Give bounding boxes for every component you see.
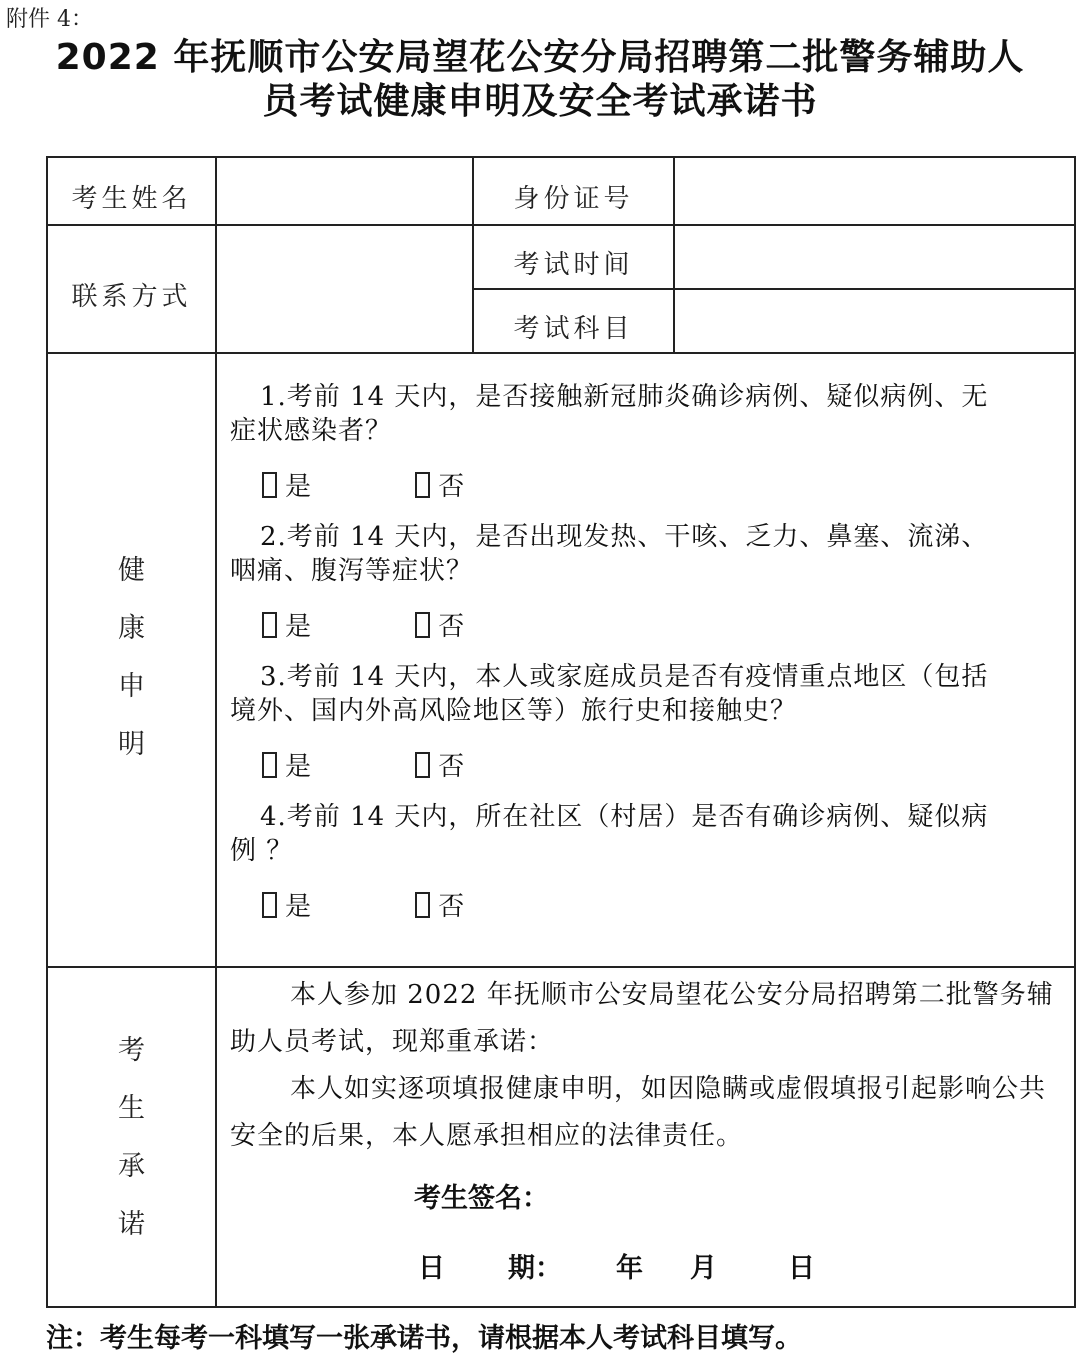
pledge-section-label <box>48 1018 215 1258</box>
id-number-label: 身份证号 <box>513 183 634 214</box>
checkbox[interactable] <box>262 472 277 498</box>
health-label-char: 申 <box>118 671 145 702</box>
exam-time-input-cell[interactable] <box>675 226 1074 288</box>
pledge-label-char: 诺 <box>118 1209 145 1240</box>
checkbox[interactable] <box>415 612 430 638</box>
exam-subject-label: 考试科目 <box>513 313 634 344</box>
no-option[interactable]: 否 <box>415 886 464 923</box>
checkbox[interactable] <box>415 752 430 778</box>
yes-option[interactable]: 是 <box>262 746 311 783</box>
month-label: 月 <box>690 1253 717 1284</box>
checkbox[interactable] <box>415 892 430 918</box>
name-label: 考生姓名 <box>71 183 192 214</box>
health-question-4: 4.考前 14 天内，所在社区（村居）是否有确诊病例、疑似病 例 ？ <box>230 802 989 866</box>
day-label: 日 <box>788 1253 815 1284</box>
pledge-text <box>230 972 1070 1160</box>
health-label-char: 明 <box>118 729 145 760</box>
yes-option[interactable]: 是 <box>262 606 311 643</box>
yes-option[interactable]: 是 <box>262 886 311 923</box>
health-label-char: 健 <box>118 555 145 586</box>
pledge-paragraph-1: 本人参加 2022 年抚顺市公安局望花公安分局招聘第二批警务辅助人员考试，现郑重承诺： <box>230 980 1054 1057</box>
no-option[interactable]: 否 <box>415 606 464 643</box>
no-option[interactable]: 否 <box>415 746 464 783</box>
answer-row-3 <box>262 746 464 783</box>
answer-row-1 <box>262 466 464 503</box>
exam-subject-input-cell[interactable] <box>675 290 1074 352</box>
attachment-label: 附件 4： <box>6 7 93 32</box>
signature-label: 考生签名： <box>414 1183 549 1214</box>
pledge-label-char: 生 <box>118 1093 145 1124</box>
date-label-colon: 期： <box>508 1253 562 1284</box>
declaration-form <box>46 156 1076 1308</box>
health-question-1: 1.考前 14 天内，是否接触新冠肺炎确诊病例、疑似病例、无 症状感染者？ <box>230 382 989 446</box>
answer-row-2 <box>262 606 464 643</box>
name-input-cell[interactable] <box>217 158 472 224</box>
exam-time-label: 考试时间 <box>513 249 634 280</box>
contact-label: 联系方式 <box>71 281 192 312</box>
no-option[interactable]: 否 <box>415 466 464 503</box>
footnote: 注：考生每考一科填写一张承诺书，请根据本人考试科目填写。 <box>46 1323 802 1354</box>
signature-field[interactable] <box>558 1168 1038 1212</box>
id-number-input-cell[interactable] <box>675 158 1074 224</box>
answer-row-4 <box>262 886 464 923</box>
row-divider <box>48 966 1074 968</box>
checkbox[interactable] <box>262 612 277 638</box>
health-question-2: 2.考前 14 天内，是否出现发热、干咳、乏力、鼻塞、流涕、 咽痛、腹泻等症状？ <box>230 522 989 586</box>
yes-option[interactable]: 是 <box>262 466 311 503</box>
checkbox[interactable] <box>262 892 277 918</box>
title-line-2: 员考试健康申明及安全考试承诺书 <box>262 81 818 122</box>
contact-input-cell[interactable] <box>217 226 472 352</box>
year-label: 年 <box>616 1253 643 1284</box>
pledge-label-char: 考 <box>118 1035 145 1066</box>
pledge-paragraph-2: 本人如实逐项填报健康申明，如因隐瞒或虚假填报引起影响公共安全的后果，本人愿承担相应的法律责任。 <box>230 1074 1047 1151</box>
checkbox[interactable] <box>415 472 430 498</box>
health-section-label <box>48 538 215 778</box>
document-title <box>0 36 1080 124</box>
pledge-label-char: 承 <box>118 1151 145 1182</box>
health-label-char: 康 <box>118 613 145 644</box>
title-line-1: 2022 年抚顺市公安局望花公安分局招聘第二批警务辅助人 <box>55 37 1025 78</box>
date-label-char: 日 <box>418 1253 445 1284</box>
health-question-3: 3.考前 14 天内，本人或家庭成员是否有疫情重点地区（包括 境外、国内外高风险地区等）旅行史和接触史？ <box>230 662 989 726</box>
checkbox[interactable] <box>262 752 277 778</box>
